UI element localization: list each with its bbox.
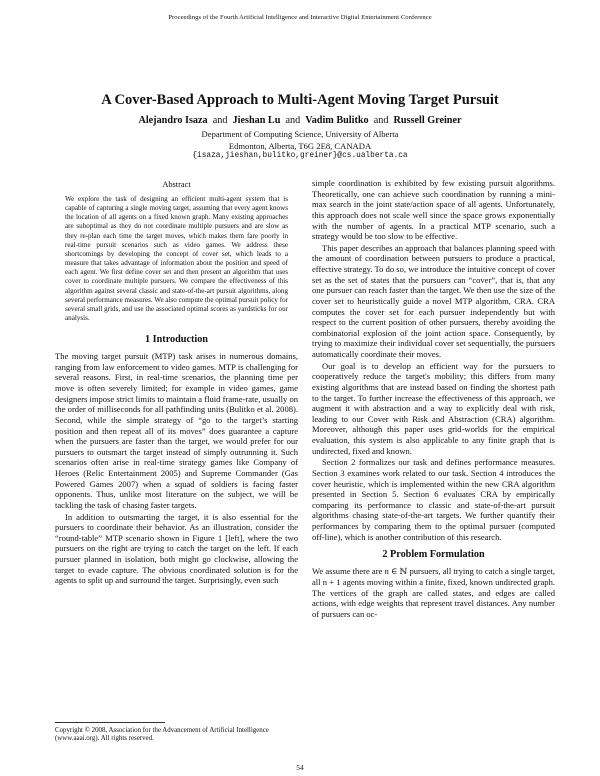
section-heading-problem-formulation: 2 Problem Formulation: [382, 549, 485, 561]
affiliation-city: Edmonton, Alberta, T6G 2E8, CANADA: [228, 141, 372, 151]
abstract-heading: Abstract: [162, 180, 191, 189]
intro-paragraph: Section 2 formalizes our task and defines performance measures. Section 3 examines work related to our task. Section 4 introduces the cover heuristic, which is implemented within the new CRA algorithm presented in Section 5. Section 6 evaluates CRA by empirically comparing its performance to classic and state-of-the-art pursuit algorithms chasing state-of-the-art targets. We further quantify their performances by comparing them to the optimal pursuer (computed off-line), which is another contribution of this research.: [312, 457, 555, 542]
proceedings-header: Proceedings of the Fourth Artificial Intelligence and Interactive Digital Entertainment Conference: [168, 14, 432, 21]
paper-title: A Cover-Based Approach to Multi-Agent Moving Target Pursuit: [101, 92, 499, 108]
author-name: Vadim Bulitko: [305, 115, 369, 126]
intro-paragraph: This paper describes an approach that balances planning speed with the amount of coordination between pursuers to produce a practical, effective strategy. To do so, we introduce the intuitive concept of cover set as the set of states that the pursuers can “cover”, that is, that any one pursuer can reach faster than the target. We then use the size of the cover set to heuristically guide a novel MTP algorithm, CRA. CRA computes the cover set for each pursuer independently but with respect to the current position of other pursuers, thereby avoiding the combinatorial explosion of the joint action space. Consequently, by trying to maximize their individual cover set sequentially, the pursuers automatically coordinate their moves.: [312, 242, 555, 359]
right-column: [312, 178, 555, 619]
copyright-footnote: Copyright © 2008, Association for the Advancement of Artificial Intelligence (www.aaai.org). All rights reserved.: [55, 727, 269, 743]
affiliation-department: Department of Computing Science, University of Alberta: [201, 129, 399, 139]
intro-paragraph: The moving target pursuit (MTP) task arises in numerous domains, ranging from law enforcement to video games. MTP is challenging for several reasons. First, in real-time scenarios, the planning time per move is often severely limited; for example in video games, game designers impose strict limits to maintain a fluid frame-rate, usually on the order of milliseconds for all pathfinding units (Bulitko et al. 2008). Second, while the simple strategy of “go to the target’s starting position and then repeat all of its moves” does guarantee a capture when the pursuers are faster than the target, we would prefer for our pursuers to outsmart the target instead of simply outrunning it. Such scenarios often arise in real-time strategy games like Company of Heroes (Relic Entertainment 2005) and Supreme Commander (Gas Powered Games 2007) when a squad of soldiers is facing faster opponents. Thus, unlike most literature on the subject, we will be tackling the task of chasing faster targets.: [55, 351, 298, 510]
author-list: [0, 115, 600, 126]
section-heading-introduction: 1 Introduction: [145, 334, 208, 346]
intro-paragraph: simple coordination is exhibited by few existing pursuit algorithms. Theoretically, one can achieve such coordination by running a mini-max search in the joint state/action space of all agents. Unfortunately, this approach does not scale well since the space grows exponentially with the number of agents. In a practical MTP scenario, such a strategy would be too slow to be effective.: [312, 178, 555, 242]
footnote-divider: [55, 722, 165, 723]
author-separator: and: [285, 115, 301, 126]
intro-paragraph: Our goal is to develop an efficient way for the pursuers to cooperatively reduce the target's mobility; this differs from many existing algorithms that are instead based on finding the shortest path to the target. To further increase the effectiveness of this approach, we augment it with abstraction and a way to explicitly deal with risk, leading to our Cover with Risk and Abstraction (CRA) algorithm. Moreover, although this paper uses grid-worlds for the empirical evaluation, this system is also applicable to any finite graph that is undirected, fixed and known.: [312, 360, 555, 456]
author-name: Jieshan Lu: [232, 115, 281, 126]
author-separator: and: [373, 115, 389, 126]
author-name: Alejandro Isaza: [138, 115, 208, 126]
author-emails: {isaza,jieshan,bulitko,greiner}@cs.ualberta.ca: [192, 152, 408, 160]
author-name: Russell Greiner: [393, 115, 462, 126]
problem-formulation-paragraph: We assume there are n ∈ ℕ pursuers, all trying to catch a single target, all n + 1 agents moving within a finite, fixed, known undirected graph. The vertices of the graph are called states, and edges are called actions, with edge weights that represent travel distances. Any number of pursuers can oc-: [312, 566, 555, 619]
page-number: 54: [296, 763, 304, 772]
abstract-text: We explore the task of designing an efficient multi-agent system that is capable of capturing a single moving target, assuming that every agent knows the location of all agents on a fixed known graph. Many existing approaches are suboptimal as they do not coordinate multiple pursuers and are slow as they re-plan each time the target moves, which makes them fare poorly in real-time pursuit scenarios such as video games. We address these shortcomings by developing the concept of cover set, which leads to a measure that takes advantage of information about the position and speed of each agent. We first define cover set and then present an algorithm that uses cover to coordinate multiple pursuers. We compare the effectiveness of this algorithm against several classic and state-of-the-art pursuit algorithms, along several performance measures. We also compute the optimal pursuit policy for several small grids, and use the associated optimal scores as yardsticks for our analysis.: [65, 195, 288, 323]
intro-paragraph: In addition to outsmarting the target, it is also essential for the pursuers to coordinate their behavior. As an illustration, consider the “round-table” MTP scenario shown in Figure 1 [left], where the two pursuers on the right are trying to catch the target on the left. If each pursuer planned in isolation, both might go clockwise, allowing the target to evade capture. The obvious coordinated solution is for the agents to split up and surround the target. Surprisingly, even such: [55, 511, 298, 586]
left-column: [55, 180, 298, 586]
author-separator: and: [212, 115, 228, 126]
